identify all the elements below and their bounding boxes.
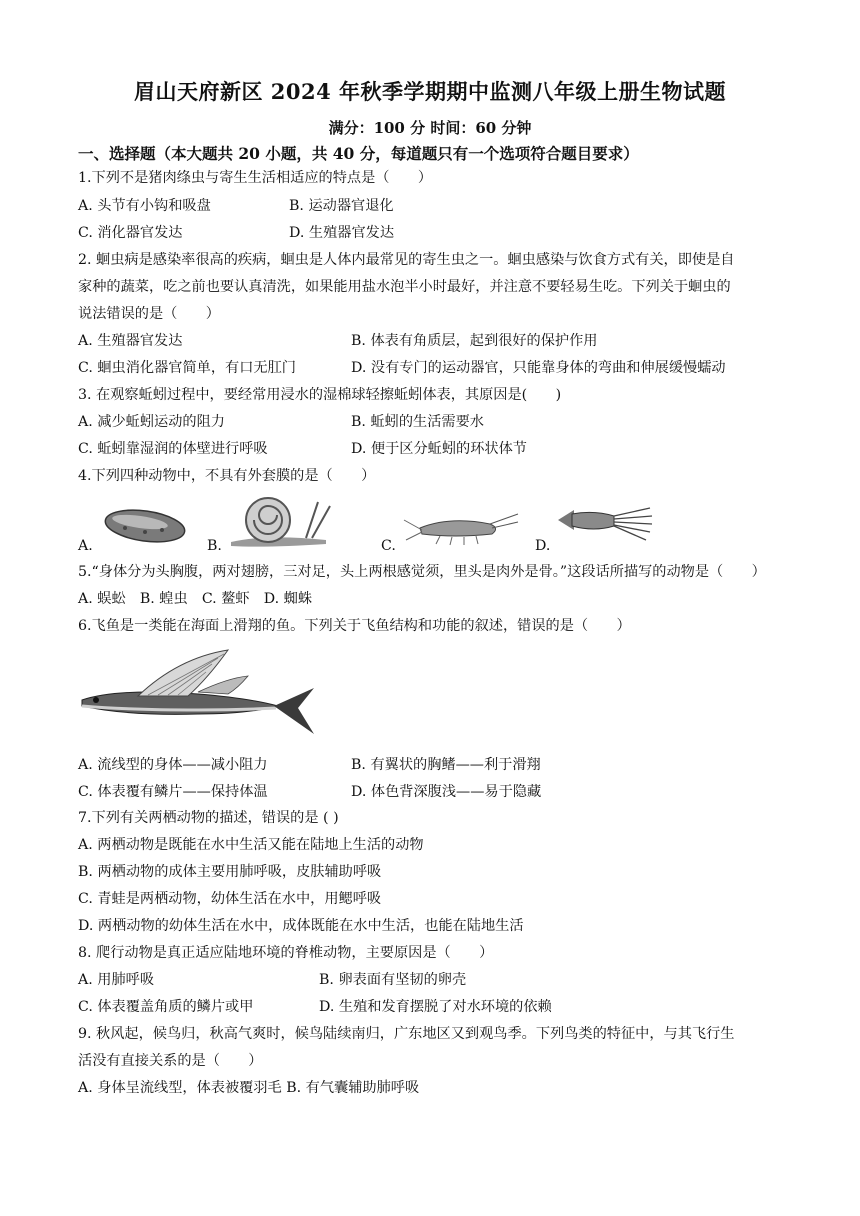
flying-fish-image bbox=[78, 648, 318, 738]
q1-option-a: A. 头节有小钩和吸盘 bbox=[78, 198, 211, 214]
q2-option-d: D. 没有专门的运动器官，只能靠身体的弯曲和伸展缓慢蠕动 bbox=[351, 360, 726, 376]
q2-option-c: C. 蛔虫消化器官简单，有口无肛门 bbox=[78, 360, 296, 376]
q1-option-c: C. 消化器官发达 bbox=[78, 225, 183, 241]
q8-option-b: B. 卵表面有坚韧的卵壳 bbox=[319, 972, 467, 988]
q4-option-d: D. bbox=[535, 538, 551, 554]
q1-option-d: D. 生殖器官发达 bbox=[289, 225, 395, 241]
q1-stem: 1.下列不是猪肉绦虫与寄生生活相适应的特点是（ ） bbox=[78, 170, 433, 186]
q7-option-c: C. 青蛙是两栖动物，幼体生活在水中，用鳃呼吸 bbox=[78, 891, 382, 907]
q3-stem: 3. 在观察蚯蚓过程中，要经常用浸水的湿棉球轻擦蚯蚓体表，其原因是( ) bbox=[78, 387, 562, 403]
q8-option-a: A. 用肺呼吸 bbox=[78, 972, 155, 988]
q9-options-ab: A. 身体呈流线型，体表被覆羽毛 B. 有气囊辅助肺呼吸 bbox=[78, 1080, 420, 1096]
q9-stem-line2: 活没有直接关系的是（ ） bbox=[78, 1053, 263, 1069]
q7-option-d: D. 两栖动物的幼体生活在水中，成体既能在水中生活，也能在陆地生活 bbox=[78, 918, 524, 934]
q8-option-d: D. 生殖和发育摆脱了对水环境的依赖 bbox=[319, 999, 552, 1015]
q8-option-c: C. 体表覆盖角质的鳞片或甲 bbox=[78, 999, 254, 1015]
q2-stem-line2: 家种的蔬菜，吃之前也要认真清洗，如果能用盐水泡半小时最好，并注意不要轻易生吃。下列关于蛔虫的 bbox=[78, 279, 731, 295]
section-heading: 一、选择题（本大题共 20 小题，共 40 分，每道题只有一个选项符合题目要求） bbox=[78, 144, 639, 163]
q4-option-a: A. bbox=[78, 538, 93, 554]
q6-option-b: B. 有翼状的胸鳍——利于滑翔 bbox=[351, 757, 541, 773]
q7-stem: 7.下列有关两栖动物的描述，错误的是 ( ) bbox=[78, 810, 339, 826]
q1-option-b: B. 运动器官退化 bbox=[289, 198, 394, 214]
q7-option-b: B. 两栖动物的成体主要用肺呼吸，皮肤辅助呼吸 bbox=[78, 864, 382, 880]
q4-stem: 4.下列四种动物中，不具有外套膜的是（ ） bbox=[78, 468, 376, 484]
shrimp-image bbox=[400, 506, 520, 546]
squid-image bbox=[554, 500, 654, 545]
q4-option-c: C. bbox=[381, 538, 396, 554]
q3-option-a: A. 减少蚯蚓运动的阻力 bbox=[78, 414, 225, 430]
q2-stem-line1: 2. 蛔虫病是感染率很高的疾病，蛔虫是人体内最常见的寄生虫之一。蛔虫感染与饮食方式有关，即使是自 bbox=[78, 252, 735, 268]
q3-option-d: D. 便于区分蚯蚓的环状体节 bbox=[351, 441, 527, 457]
q3-option-c: C. 蚯蚓靠湿润的体壁进行呼吸 bbox=[78, 441, 268, 457]
exam-subtitle: 满分：100 分 时间：60 分钟 bbox=[328, 119, 532, 137]
q3-option-b: B. 蚯蚓的生活需要水 bbox=[351, 414, 484, 430]
q6-option-c: C. 体表覆有鳞片——保持体温 bbox=[78, 784, 268, 800]
exam-title: 眉山天府新区 2024 年秋季学期期中监测八年级上册生物试题 bbox=[133, 79, 727, 104]
q6-option-d: D. 体色背深腹浅——易于隐藏 bbox=[351, 784, 542, 800]
q2-option-a: A. 生殖器官发达 bbox=[78, 333, 183, 349]
q9-stem-line1: 9. 秋风起，候鸟归，秋高气爽时，候鸟陆续南归，广东地区又到观鸟季。下列鸟类的特征中，与其飞行生 bbox=[78, 1026, 735, 1042]
q2-option-b: B. 体表有角质层，起到很好的保护作用 bbox=[351, 333, 598, 349]
snail-image bbox=[226, 490, 336, 550]
sea-cucumber-image bbox=[100, 500, 190, 550]
q8-stem: 8. 爬行动物是真正适应陆地环境的脊椎动物，主要原因是（ ） bbox=[78, 945, 494, 961]
q5-stem: 5.“身体分为头胸腹，两对翅膀，三对足，头上两根感觉须，里头是肉外是骨。”这段话所描写的动物是（ ） bbox=[78, 564, 766, 580]
q6-option-a: A. 流线型的身体——减小阻力 bbox=[78, 757, 268, 773]
q4-option-b: B. bbox=[207, 538, 222, 554]
q5-options: A. 蜈蚣 B. 蝗虫 C. 鳌虾 D. 蜘蛛 bbox=[78, 591, 313, 607]
q7-option-a: A. 两栖动物是既能在水中生活又能在陆地上生活的动物 bbox=[78, 837, 424, 853]
q2-stem-line3: 说法错误的是（ ） bbox=[78, 306, 220, 322]
q6-stem: 6.飞鱼是一类能在海面上滑翔的鱼。下列关于飞鱼结构和功能的叙述，错误的是（ ） bbox=[78, 618, 631, 634]
